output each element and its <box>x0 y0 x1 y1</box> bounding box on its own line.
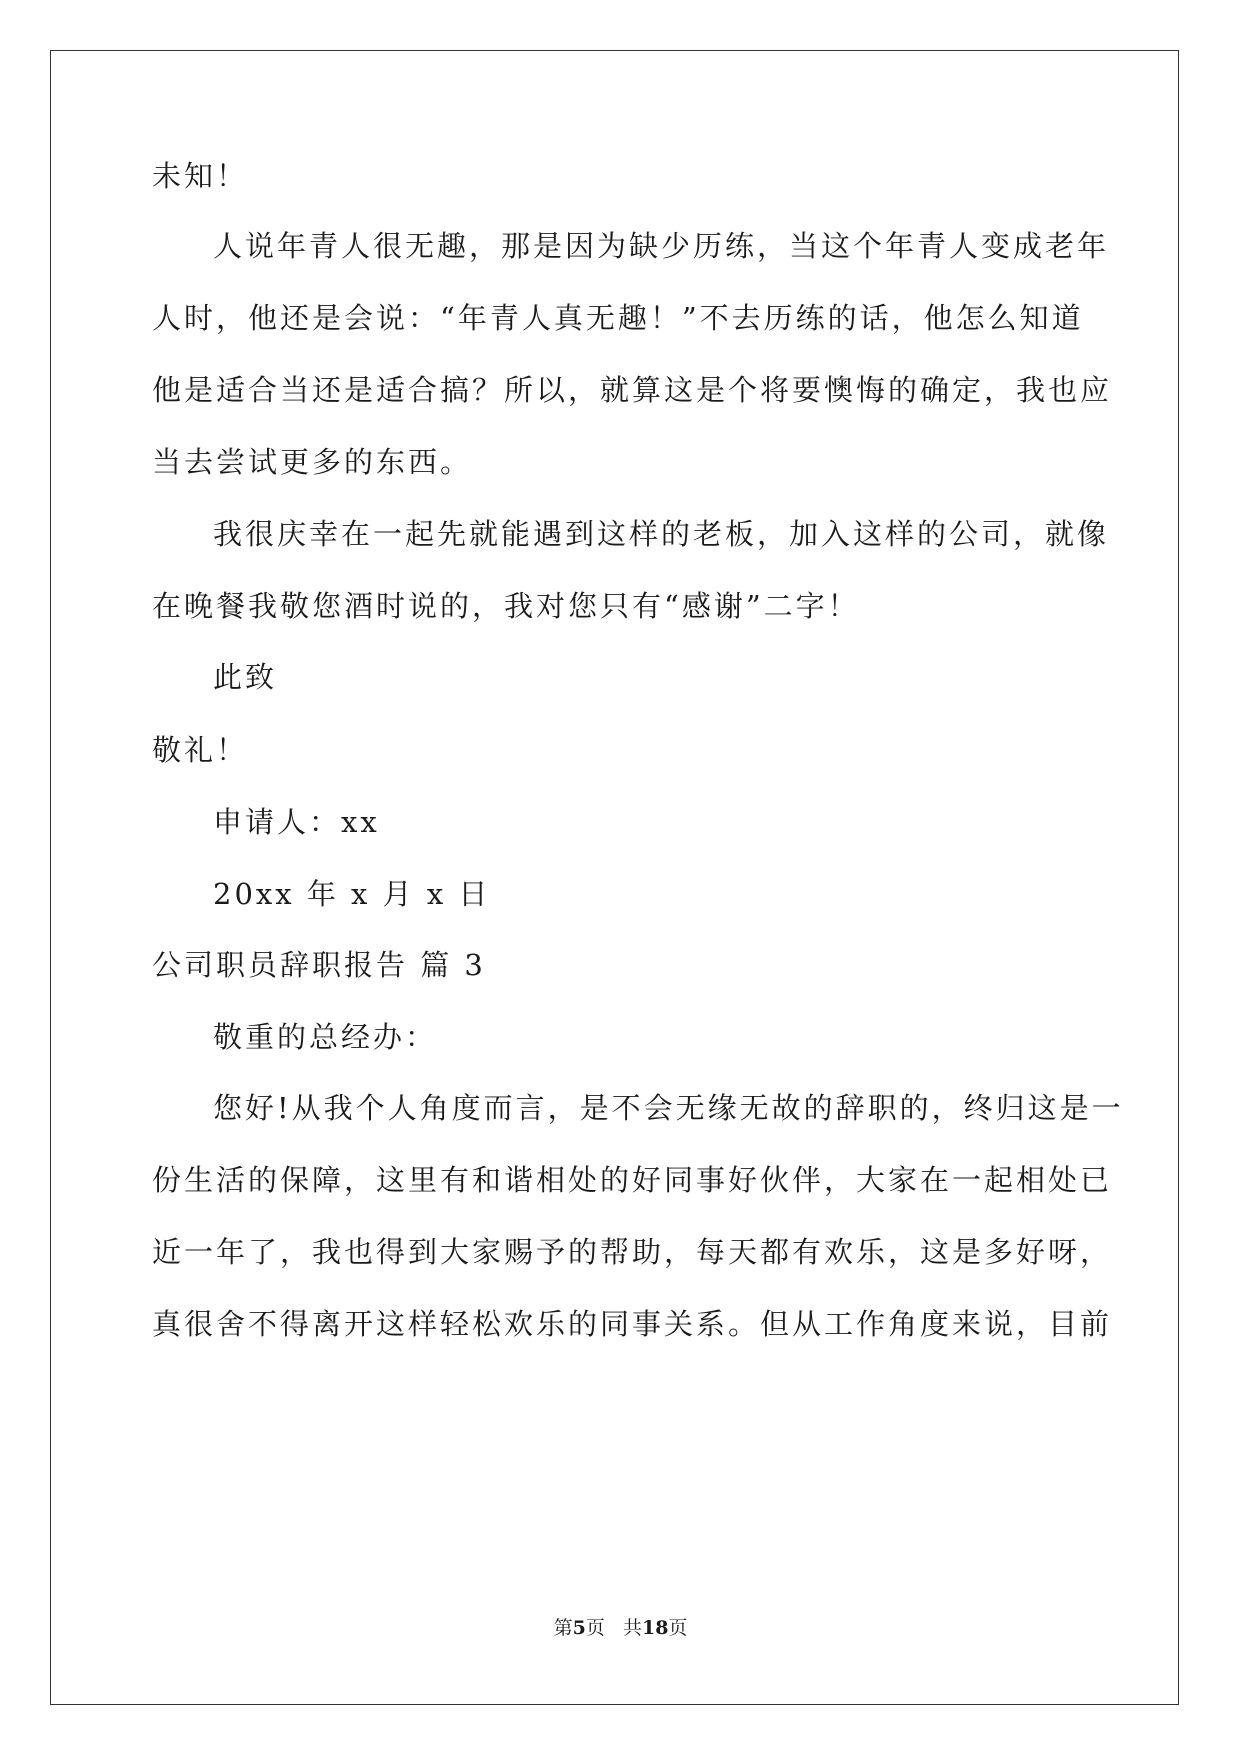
text-line: 未知！ <box>152 159 249 193</box>
closing-phrase: 此致 <box>213 660 278 694</box>
salutation: 敬礼！ <box>152 733 249 767</box>
paragraph-line: 真很舍不得离开这样轻松欢乐的同事关系。但从工作角度来说，目前 <box>152 1307 1113 1341</box>
footer-prefix: 第 <box>553 1617 573 1639</box>
paragraph-line: 在晚餐我敬您酒时说的，我对您只有“感谢”二字！ <box>152 589 860 623</box>
paragraph-line: 您好!从我个人角度而言，是不会无缘无故的辞职的，终归这是一 <box>213 1091 1124 1125</box>
paragraph-line: 人说年青人很无趣，那是因为缺少历练，当这个年青人变成老年 <box>213 229 1110 263</box>
paragraph-line: 近一年了，我也得到大家赐予的帮助，每天都有欢乐，这是多好呀， <box>152 1235 1113 1269</box>
date-line: 20xx 年 x 月 x 日 <box>213 877 491 911</box>
addressee-line: 敬重的总经办： <box>213 1020 438 1054</box>
footer-page-suffix: 页 <box>585 1617 605 1639</box>
total-page-count: 18 <box>641 1617 669 1639</box>
footer-total-prefix: 共 <box>622 1617 642 1639</box>
paragraph-line: 人时，他还是会说：“年青人真无趣！”不去历练的话，他怎么知道 <box>152 301 1084 335</box>
section-heading: 公司职员辞职报告 篇 3 <box>152 948 486 982</box>
current-page-number: 5 <box>572 1617 586 1639</box>
paragraph-line: 我很庆幸在一起先就能遇到这样的老板，加入这样的公司，就像 <box>213 517 1110 551</box>
applicant-line: 申请人：xx <box>213 805 380 839</box>
paragraph-line: 当去尝试更多的东西。 <box>152 445 473 479</box>
footer-total-suffix: 页 <box>668 1617 688 1639</box>
paragraph-line: 份生活的保障，这里有和谐相处的好同事好伙伴，大家在一起相处已 <box>152 1163 1113 1197</box>
page-footer <box>0 1616 1241 1640</box>
paragraph-line: 他是适合当还是适合搞？所以，就算这是个将要懊悔的确定，我也应 <box>152 373 1113 407</box>
